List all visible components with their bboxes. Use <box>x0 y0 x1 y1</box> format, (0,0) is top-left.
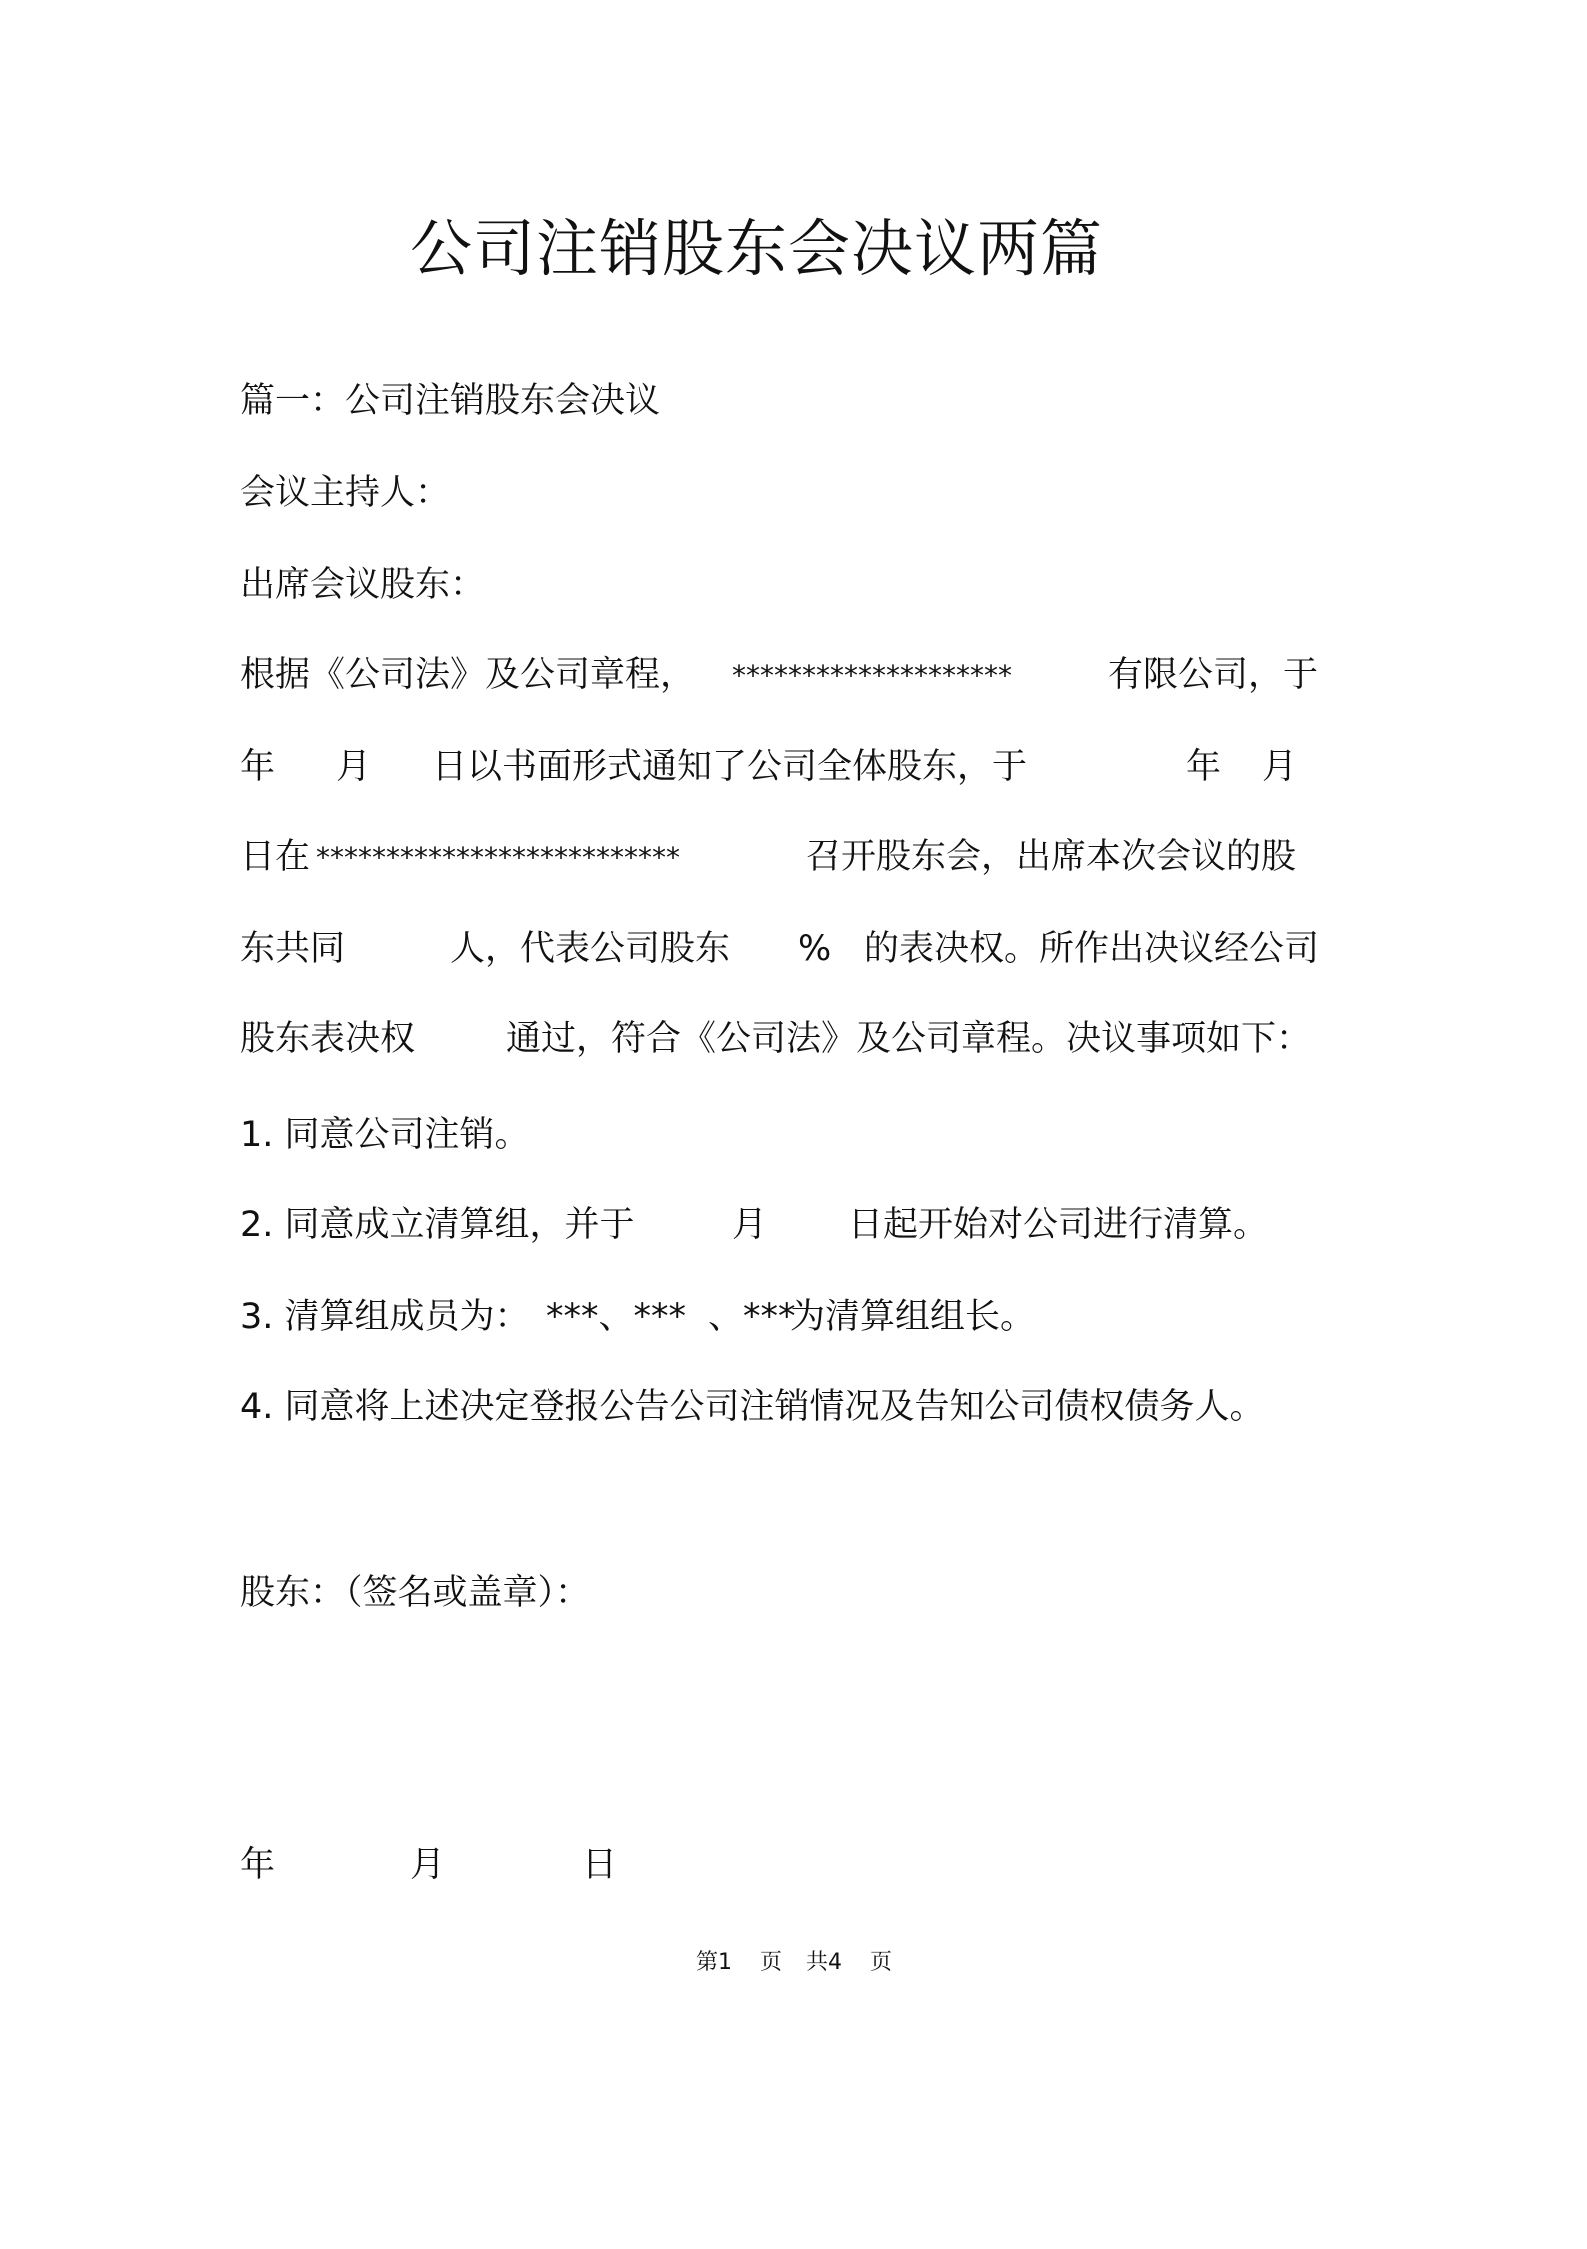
footer-total-label: 页 <box>870 1950 893 1975</box>
meeting-location-placeholder: ************************** <box>316 841 680 874</box>
date-day-label: 日 <box>582 1845 618 1885</box>
attending-shareholders-label: 出席会议股东： <box>240 565 486 605</box>
meeting-host-label: 会议主持人： <box>240 473 451 513</box>
paragraph-line-1a: 根据《公司法》及公司章程， <box>240 655 696 695</box>
paragraph-line-4c: 的表决权。所作出决议经公司 <box>864 929 1320 969</box>
resolution-item-2c: 日起开始对公司进行清算。 <box>848 1205 1269 1245</box>
section-heading: 篇一：公司注销股东会决议 <box>240 381 661 421</box>
shareholder-signature-label: 股东：（签名或盖章）： <box>240 1573 591 1613</box>
liquidation-leader-placeholder: 、*** <box>708 1297 796 1337</box>
date-month-label: 月 <box>410 1845 446 1885</box>
resolution-item-4: 4. 同意将上述决定登报公告公司注销情况及告知公司债权债务人。 <box>240 1387 1265 1427</box>
notice-month-label: 月 <box>336 747 372 787</box>
notice-year-label: 年 <box>240 747 276 787</box>
company-name-placeholder: ******************** <box>732 659 1012 692</box>
meeting-month-label: 月 <box>1262 747 1298 787</box>
paragraph-line-4a: 东共同 <box>240 929 346 969</box>
paragraph-line-4b: 人，代表公司股东 <box>450 929 731 969</box>
paragraph-line-1b: 有限公司，于 <box>1108 655 1319 695</box>
liquidation-members-placeholder: ***、*** <box>546 1297 687 1337</box>
footer-total-pages: 共4 <box>806 1950 842 1975</box>
resolution-item-3d: 为清算组组长。 <box>790 1297 1036 1337</box>
paragraph-line-5a: 股东表决权 <box>240 1019 416 1059</box>
resolution-item-2a: 2. 同意成立清算组，并于 <box>240 1205 635 1245</box>
footer-page-label: 页 <box>760 1950 783 1975</box>
percent-sign: % <box>798 929 832 969</box>
resolution-item-2-month: 月 <box>732 1205 768 1245</box>
date-year-label: 年 <box>240 1845 276 1885</box>
meeting-year-label: 年 <box>1186 747 1222 787</box>
paragraph-line-5b: 通过，符合《公司法》及公司章程。决议事项如下： <box>506 1019 1312 1059</box>
resolution-item-3a: 3. 清算组成员为： <box>240 1297 530 1337</box>
paragraph-line-3a: 日在 <box>240 837 311 877</box>
footer-page-number: 第1 <box>696 1950 732 1975</box>
paragraph-line-2: 日以书面形式通知了公司全体股东，于 <box>432 747 1028 787</box>
document-title: 公司注销股东会决议两篇 <box>410 212 1104 285</box>
paragraph-line-3b: 召开股东会，出席本次会议的股 <box>806 837 1297 877</box>
resolution-item-1: 1. 同意公司注销。 <box>240 1115 530 1155</box>
